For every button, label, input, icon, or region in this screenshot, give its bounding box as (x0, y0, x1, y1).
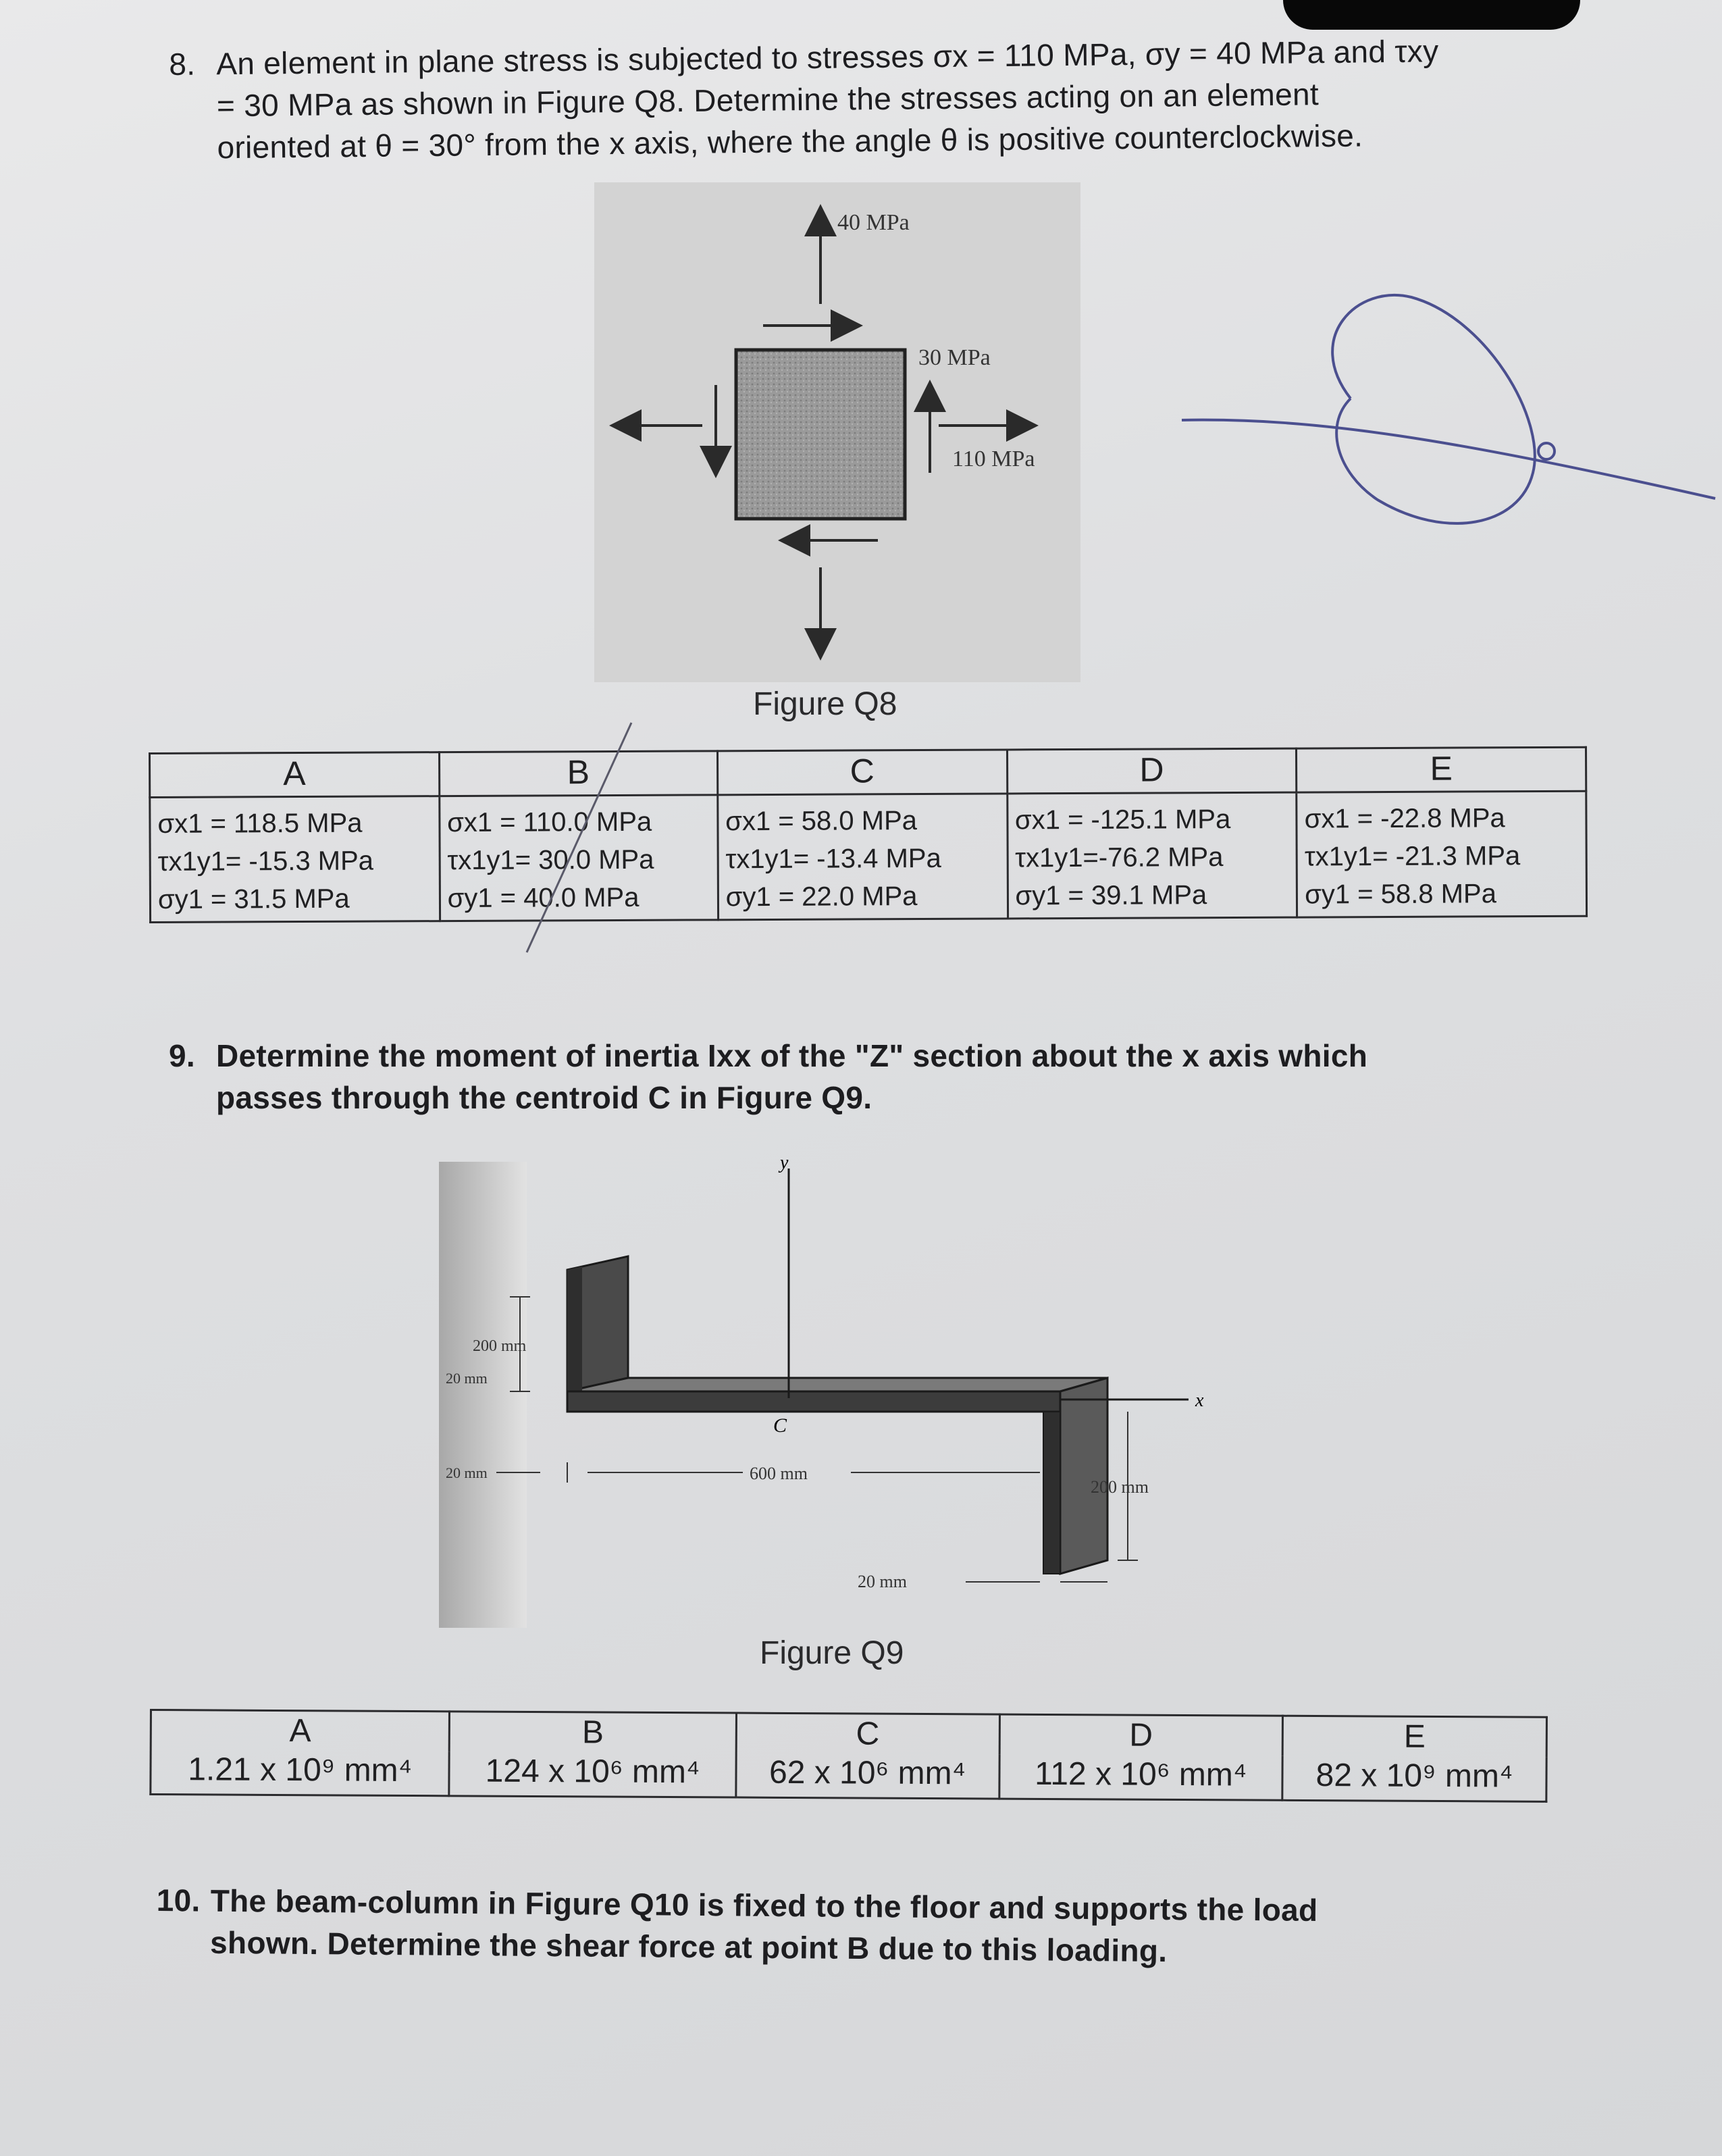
answer-options-q9 (149, 1709, 1548, 1803)
question-text-line: passes through the centroid C in Figure Q9. (216, 1080, 872, 1115)
figure-caption-q9: Figure Q9 (760, 1635, 904, 1671)
dim-20mm-left: 20 mm (446, 1464, 488, 1481)
question-10 (156, 1879, 1561, 1975)
figure-q9-z-section (432, 1155, 1243, 1628)
question-text-line: shown. Determine the shear force at point B due to this loading. (209, 1924, 1168, 1969)
option-c-answer: 62 x 10⁶ mm⁴ (736, 1753, 999, 1799)
option-d-answer: 112 x 10⁶ mm⁴ (999, 1755, 1282, 1801)
question-number: 10. (156, 1882, 201, 1918)
question-text-line: = 30 MPa as shown in Figure Q8. Determine the stresses acting on an element (216, 76, 1320, 124)
option-letter: C (736, 1713, 999, 1755)
option-letter: B (439, 751, 717, 796)
question-text-line: Determine the moment of inertia Ixx of the "Z" section about the x axis which (216, 1038, 1368, 1073)
dim-200mm-left: 200 mm (473, 1337, 527, 1355)
option-a: σx1 = 118.5 MPa τx1y1= -15.3 MPa σy1 = 31.5 MPa (150, 796, 440, 923)
dim-600mm: 600 mm (750, 1464, 808, 1483)
option-d: σx1 = -125.1 MPa τx1y1=-76.2 MPa σy1 = 39.1 MPa (1007, 792, 1297, 919)
option-letter: A (150, 752, 440, 798)
dim-20mm-top: 20 mm (446, 1370, 488, 1387)
centroid-label: C (773, 1414, 787, 1437)
option-c: σx1 = 58.0 MPa τx1y1= -13.4 MPa σy1 = 22.0 MPa (718, 794, 1008, 920)
figure-caption-q8: Figure Q8 (753, 686, 897, 722)
option-letter: D (1007, 748, 1297, 794)
dim-200mm-right: 200 mm (1091, 1477, 1149, 1497)
question-text-line: An element in plane stress is subjected to stresses σx = 110 MPa, σy = 40 MPa and τxy (216, 33, 1439, 82)
option-letter: B (450, 1712, 737, 1753)
option-e: σx1 = -22.8 MPa τx1y1= -21.3 MPa σy1 = 58.8 MPa (1297, 791, 1587, 917)
option-letter: C (717, 750, 1007, 795)
label-110mpa: 110 MPa (952, 446, 1035, 471)
question-number: 8. (169, 46, 196, 82)
option-letter: E (1297, 747, 1586, 792)
y-axis-label: y (780, 1155, 789, 1173)
dim-20mm-bottom: 20 mm (858, 1572, 907, 1591)
option-letter: E (1282, 1716, 1546, 1757)
option-b-answer: 124 x 10⁶ mm⁴ (449, 1751, 736, 1797)
label-40mpa: 40 MPa (837, 210, 910, 235)
question-9 (169, 1035, 1553, 1119)
x-axis-label: x (1195, 1390, 1204, 1411)
question-text-line: The beam-column in Figure Q10 is fixed to the floor and supports the load (210, 1882, 1318, 1928)
option-a-answer: 1.21 x 10⁹ mm⁴ (151, 1750, 450, 1796)
option-letter: A (151, 1710, 450, 1752)
option-e-answer: 82 x 10⁹ mm⁴ (1282, 1756, 1546, 1802)
option-b: σx1 = 110.0 MPa τx1y1= 30.0 MPa σy1 = 40.0 MPa (440, 795, 719, 921)
question-number: 9. (169, 1038, 195, 1073)
label-30mpa: 30 MPa (918, 345, 991, 370)
question-text-line: oriented at θ = 30° from the x axis, where the angle θ is positive counterclockwise. (217, 118, 1363, 165)
option-letter: D (999, 1714, 1283, 1756)
